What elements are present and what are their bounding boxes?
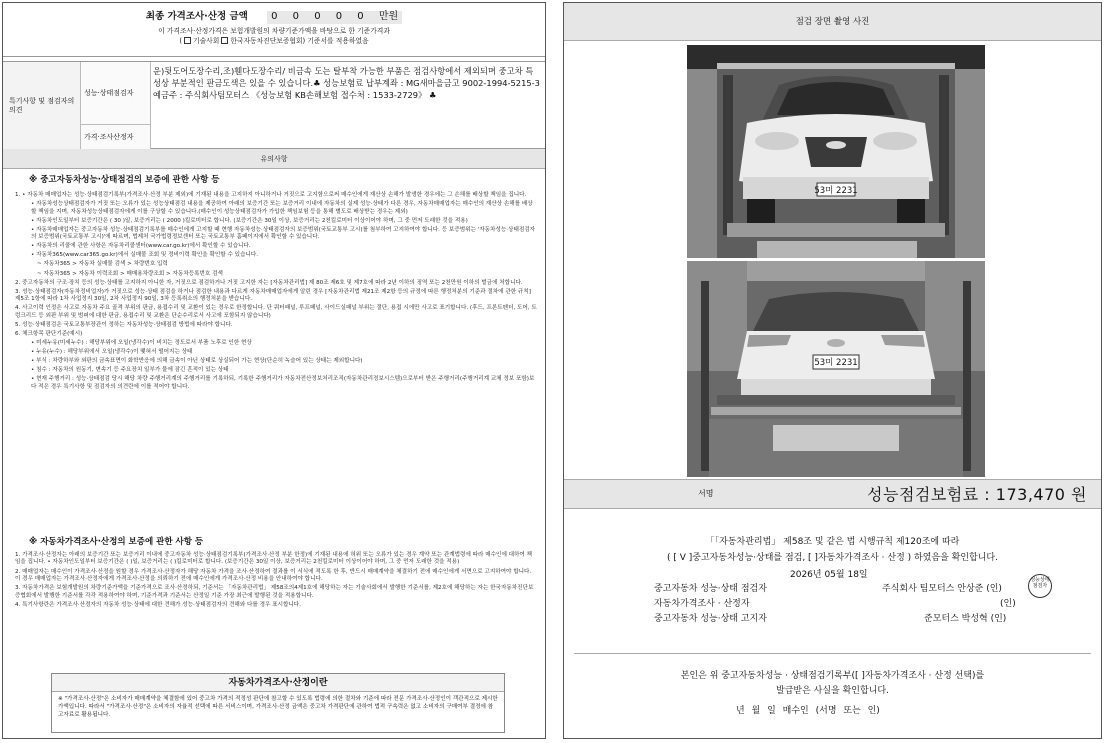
inspector-name: 주식회사 팀모터스 안상준 (인): [882, 584, 1002, 594]
notice-item: 4. 사고이력 인정은 사고로 자동차 주요 골격 부위의 판금, 용접수리 및 교환이 있는 경우로 한정합니다. 단 쿼터패널, 루프패널, 사이드실패널 부위는 절단, 용접 시에만 사고로 표기합니다. (후드, 프론트펜더, 도어, 트렁크리드 등 외판 부위 및 범퍼에 대한 판금, 용접수리 및 교환은 단순수리로서 사고에 포함되지 않습니다): [15, 305, 537, 319]
photo-header: 점검 장면 촬영 사진: [564, 3, 1101, 41]
section2-list: [15, 552, 537, 611]
notice-item: 3. 자동차가격은 보험개발원의 차량기준가액을 기준가격으로 조사·산정하되, 기준서는 「자동차관리법」 제58조의4제1호에 해당하는 자는 기술사회에서 발행한 기준서를, 제2호에 해당하는 자는 한국자동차진단보증협회에서 발행한 기준서를 각각 적용하여야 하며, 기준가격과 기준서는 산정일 기준 가장 최근에 발행된 것을 적용합니다.: [15, 585, 534, 599]
law-reference: 「「자동차관리법」 제58조 및 같은 법 시행규칙 제120조에 따라: [705, 537, 960, 547]
signature-label: 서명: [698, 489, 714, 498]
standard-option2: 한국자동차진단보증협회) 기준서를 적용하였음: [230, 36, 369, 45]
amount-digits: 0 0 0 0 0: [271, 11, 370, 22]
notice-item: • 미세누유(미세누수) : 해당부위에 오일(냉각수)이 비치는 정도로서 부품 노후로 인한 현상: [31, 339, 252, 346]
inspector-role: 중고자동차 성능·상태 점검자: [654, 584, 767, 594]
definition-text: ※ "가격조사·산정"은 소비자가 매매계약을 체결함에 있어 중고차 가격의 적정성 판단에 참고할 수 있도록 법령에 의한 절차와 기준에 따라 전문 가격조사·산정인이 객관적으로 제시한 가액입니다. 따라서 "가격조사·산정"은 소비자의 자율적 선택에 따른 서비스이며, 가격조사·산정 금액은 중고차 가격판단에 관하여 법적 구속력은 없고 소비자의 구매여부 결정에 참고자료로 활용됩니다.: [58, 696, 498, 719]
signature-fee-row: [564, 479, 1101, 509]
inspection-record-page: [2, 2, 546, 739]
price-assessor-label: 가격·조사산정자: [81, 125, 151, 150]
notice-item: • 현재 주행거리 : 성능·상태점검 당시 해당 차량 주행거리계의 주행거리를 기록하되, 기록한 주행거리가 자동차전산정보처리조직(자동차관리정보시스템)으로부터 받은 주행거리(주행거리계 교체 정보 포함)보다 적은 경우 특기사항 및 점검자의 의견란에 이를 적어야 합니다.: [31, 376, 535, 390]
section2-title: ※ 자동차가격조사·산정의 보증에 관한 사항 등: [29, 537, 204, 547]
rear-plate-text: 53미 2231: [814, 358, 858, 368]
section1-list: [15, 192, 537, 393]
notice-item: 1. • 자동차 매매업자는 성능·상태점검기록부(가격조사·산정 부분 제외)에 기재된 내용을 고지하지 아니하거나 거짓으로 고지함으로써 매수인에게 재산상 손해가 발생한 경우에는 그 손해를 배상할 책임을 집니다.: [15, 192, 527, 198]
notice-item: • 자동차성능상태점검자가 거짓 또는 오류가 있는 성능상태점검 내용을 제공하여 아래의 보증기간 또는 보증거리 이내에 자동차의 실제 성능·상태가 다른 경우, 자동차매매업자는 매수인의 재산상 손해를 배상할 책임을 지며, 자동차성능상태점검자에게 이를 구상할 수 있습니다.(매수인이 성능상태점검자가 가입한 책임보험 등을 통해 별도로 배상받는 경우는 제외): [31, 201, 533, 215]
inspection-date: 2026년 05월 18일: [790, 570, 868, 580]
notice-item: 1. 가격조사·산정자는 아래의 보증기간 또는 보증거리 이내에 중고자동차 성능·상태점검기록부(가격조사·산정 부분 한정)에 기재된 내용에 허위 또는 오류가 있는 경우 계약 또는 관계법령에 따라 매수인에 대하여 책임을 집니다. • 자동차인도일부터 보증기간은 ( )일, 보증거리는 ( )킬로미터로 합니다. (보증기간은 30일 이상, 보증거리는 2천킬로미터 이상이어야 하며, 그 중 먼저 도래한 것을 적용): [15, 552, 533, 566]
notifier-name: 준모터스 박성혁 (인): [924, 614, 1007, 624]
notice-item: • 부식 : 차량하부와 외판의 금속표면이 화학반응에 의해 금속이 아닌 상태로 상실되어 가는 현상(단순히 녹슬어 있는 상태는 제외합니다): [31, 358, 363, 365]
divider: [574, 653, 1091, 654]
notice-item: • 침수 : 자동차의 원동기, 변속기 등 주요장치 일부가 물에 잠긴 흔적이 있는 상태: [31, 367, 229, 374]
final-price-amount: [267, 11, 402, 24]
buyer-confirmation-line2: 발급받은 사실을 확인합니다.: [776, 686, 889, 696]
final-price-section: [3, 3, 545, 57]
front-inspection-photo: [687, 45, 985, 258]
notifier-role: 중고자동차 성능·상태 고지자: [654, 614, 767, 624]
opinion-label: 특기사항 및 점검자의 의견: [3, 62, 81, 150]
checkbox-icon: [221, 37, 228, 44]
buyer-signature-line: 년 월 일 매수인 (서명 또는 인): [736, 706, 880, 716]
notice-item: ~ 자동차365 > 자동차 이력조회 > 매매용차량조회 > 자동차등록번호 검색: [37, 270, 223, 277]
final-price-standard: [3, 37, 545, 45]
notice-item: 2. 매매업자는 매수인이 가격조사·산정을 원할 경우 가격조사·산정자가 해당 자동차 가격을 조사·산정하여 결과를 이 서식에 적도록 한 후, 반드시 매매계약을 체결하기 전에 매수인에게 서면으로 고지하여야 합니다. 이 경우 매매업자는 가격조사·산정자에게 가격조사·산정을 의뢰하기 전에 매수인에게 가격조사·산정 비용을 안내하여야 합니다.: [15, 568, 532, 583]
standard-prefix: (: [179, 36, 183, 45]
section1-title: ※ 중고자동차성능·상태점검의 보증에 관한 사항 등: [29, 175, 220, 185]
inspection-photo-page: [563, 2, 1102, 739]
inspector-opinion-text: 운)뒷도어도장수리,조)휀다도장수리/ 비금속 도는 탈부착 가능한 부품은 점검사항에서 제외되며 중고차 특성상 부분적인 판금도색은 있을 수 있습니다.♣ 성능보험료 납부계좌 : MG새마을금고 9002-1994-5215-3 예금주 : 주식회사팀모터스 《성능보험 KB손해보험 접수처 : 1533-2729》 ♣: [153, 66, 540, 100]
assessor-name: (인): [1000, 599, 1016, 609]
amount-unit: 만원: [378, 11, 399, 22]
notice-item: ~ 자동차365 > 자동차 실매물 검색 > 차량번호 입력: [37, 261, 168, 268]
seal-text: 성능상태 점검자: [1030, 577, 1050, 589]
rear-inspection-photo: [687, 261, 985, 477]
front-plate-text: 53미 2231: [814, 186, 858, 196]
notice-item: • 자동차인도일부터 보증기간은 ( 30 )일, 보증거리는 ( 2000 )킬로미터로 합니다. (보증기간은 30일 이상, 보증거리는 2천킬로미터 이상이어야 하며, 그 중 먼저 도래한 것을 적용): [31, 217, 468, 224]
final-price-title: 최종 가격조사·산정 금액: [145, 11, 248, 22]
definition-title: 자동차가격조사·산정이란: [52, 674, 504, 692]
standard-option1: 기술사회: [193, 36, 220, 45]
law-confirmation: ( [ V ]중고자동차성능·상태를 점검, [ ]자동차가격조사 · 산정 ) 하였음을 확인합니다.: [667, 553, 998, 563]
final-price-note: 이 가격조사·산정가격은 보험개발원의 차량기준가액을 바탕으로 한 기준가격과: [158, 26, 390, 35]
buyer-confirmation-line1: 본인은 위 중고자동차성능 · 상태점검기록부([ ]자동차가격조사 · 산정 선택)를: [680, 671, 985, 681]
official-seal-stamp: [1028, 574, 1052, 598]
final-price-title-row: [3, 11, 545, 24]
insurance-fee: 성능점검보험료 : 173,470 원: [867, 485, 1087, 504]
inspector-label: 성능·상태점검자: [81, 62, 151, 125]
price-assessment-definition-box: [51, 673, 505, 733]
assessor-role: 자동차가격조사 · 산정자: [654, 599, 750, 609]
notice-header: 유의사항: [3, 149, 545, 169]
notice-item: 6. 체크항목 판단기준(예시): [15, 330, 83, 337]
notice-item: • 자동차365(www.car365.go.kr)에서 실매물 조회 및 정비이력 확인을 확인할 수 있습니다.: [31, 252, 259, 259]
checkbox-icon: [184, 37, 191, 44]
notice-item: • 누유(누수) : 해당부위에서 오일(냉각수)이 맺혀서 떨어지는 상태: [31, 349, 193, 356]
opinion-section: [3, 61, 545, 149]
notice-item: • 자동차의 리콜에 관한 사항은 자동차리콜센터(www.car.go.kr)에서 확인할 수 있습니다.: [31, 243, 251, 250]
notice-item: • 자동차매매업자는 중고자동차 성능·상태점검기록부를 매수인에게 고지할 때 현행 자동차성능·상태점검자의 보증범위(국토교통부 고시)를 첨부하여 고지하여야 합니다. 등 보증범위는 '자동차성능·상태점검자의 보증범위(국토교통부 고시)'에 따르며, 법제처 국가법령정보센터 또는 국토교통부 홈페이지에서 확인할 수 있습니다.: [31, 226, 536, 241]
notice-item: 4. 특기사항란은 가격조사·산정자의 자동차 성능·상태에 대한 견해가 성능·상태점검자의 견해와 다를 경우 표시합니다.: [15, 601, 301, 608]
notice-item: 5. 성능·상태점검은 국토교통부장관이 정하는 자동차성능·상태점검 방법에 따라야 합니다.: [15, 321, 233, 328]
notice-item: 3. 성능·상태점검자(자동차정비업자)가 거짓으로 성능·상태 점검을 하거나 점검한 내용과 다르게 자동차매매업자에게 알린 경우 [자동차관리법 제21조 제2항 등의 규정에 따른 행정처분의 기준과 절차에 관한 규칙] 제5조 1항에 따라 1차 사업정지 30일, 2차 사업정지 90일, 3차 등록취소의 행정처분을 받습니다.: [15, 288, 531, 303]
notice-item: 2. 중고자동차의 구조·장치 등의 성능·상태를 고지하지 아니한 자, 거짓으로 점검하거나 거짓 고지한 자는 [자동차관리법] 제 80조 제6호 및 제7호에 따라 2년 이하의 징역 또는 2천만원 이하의 벌금에 처합니다.: [15, 279, 523, 286]
